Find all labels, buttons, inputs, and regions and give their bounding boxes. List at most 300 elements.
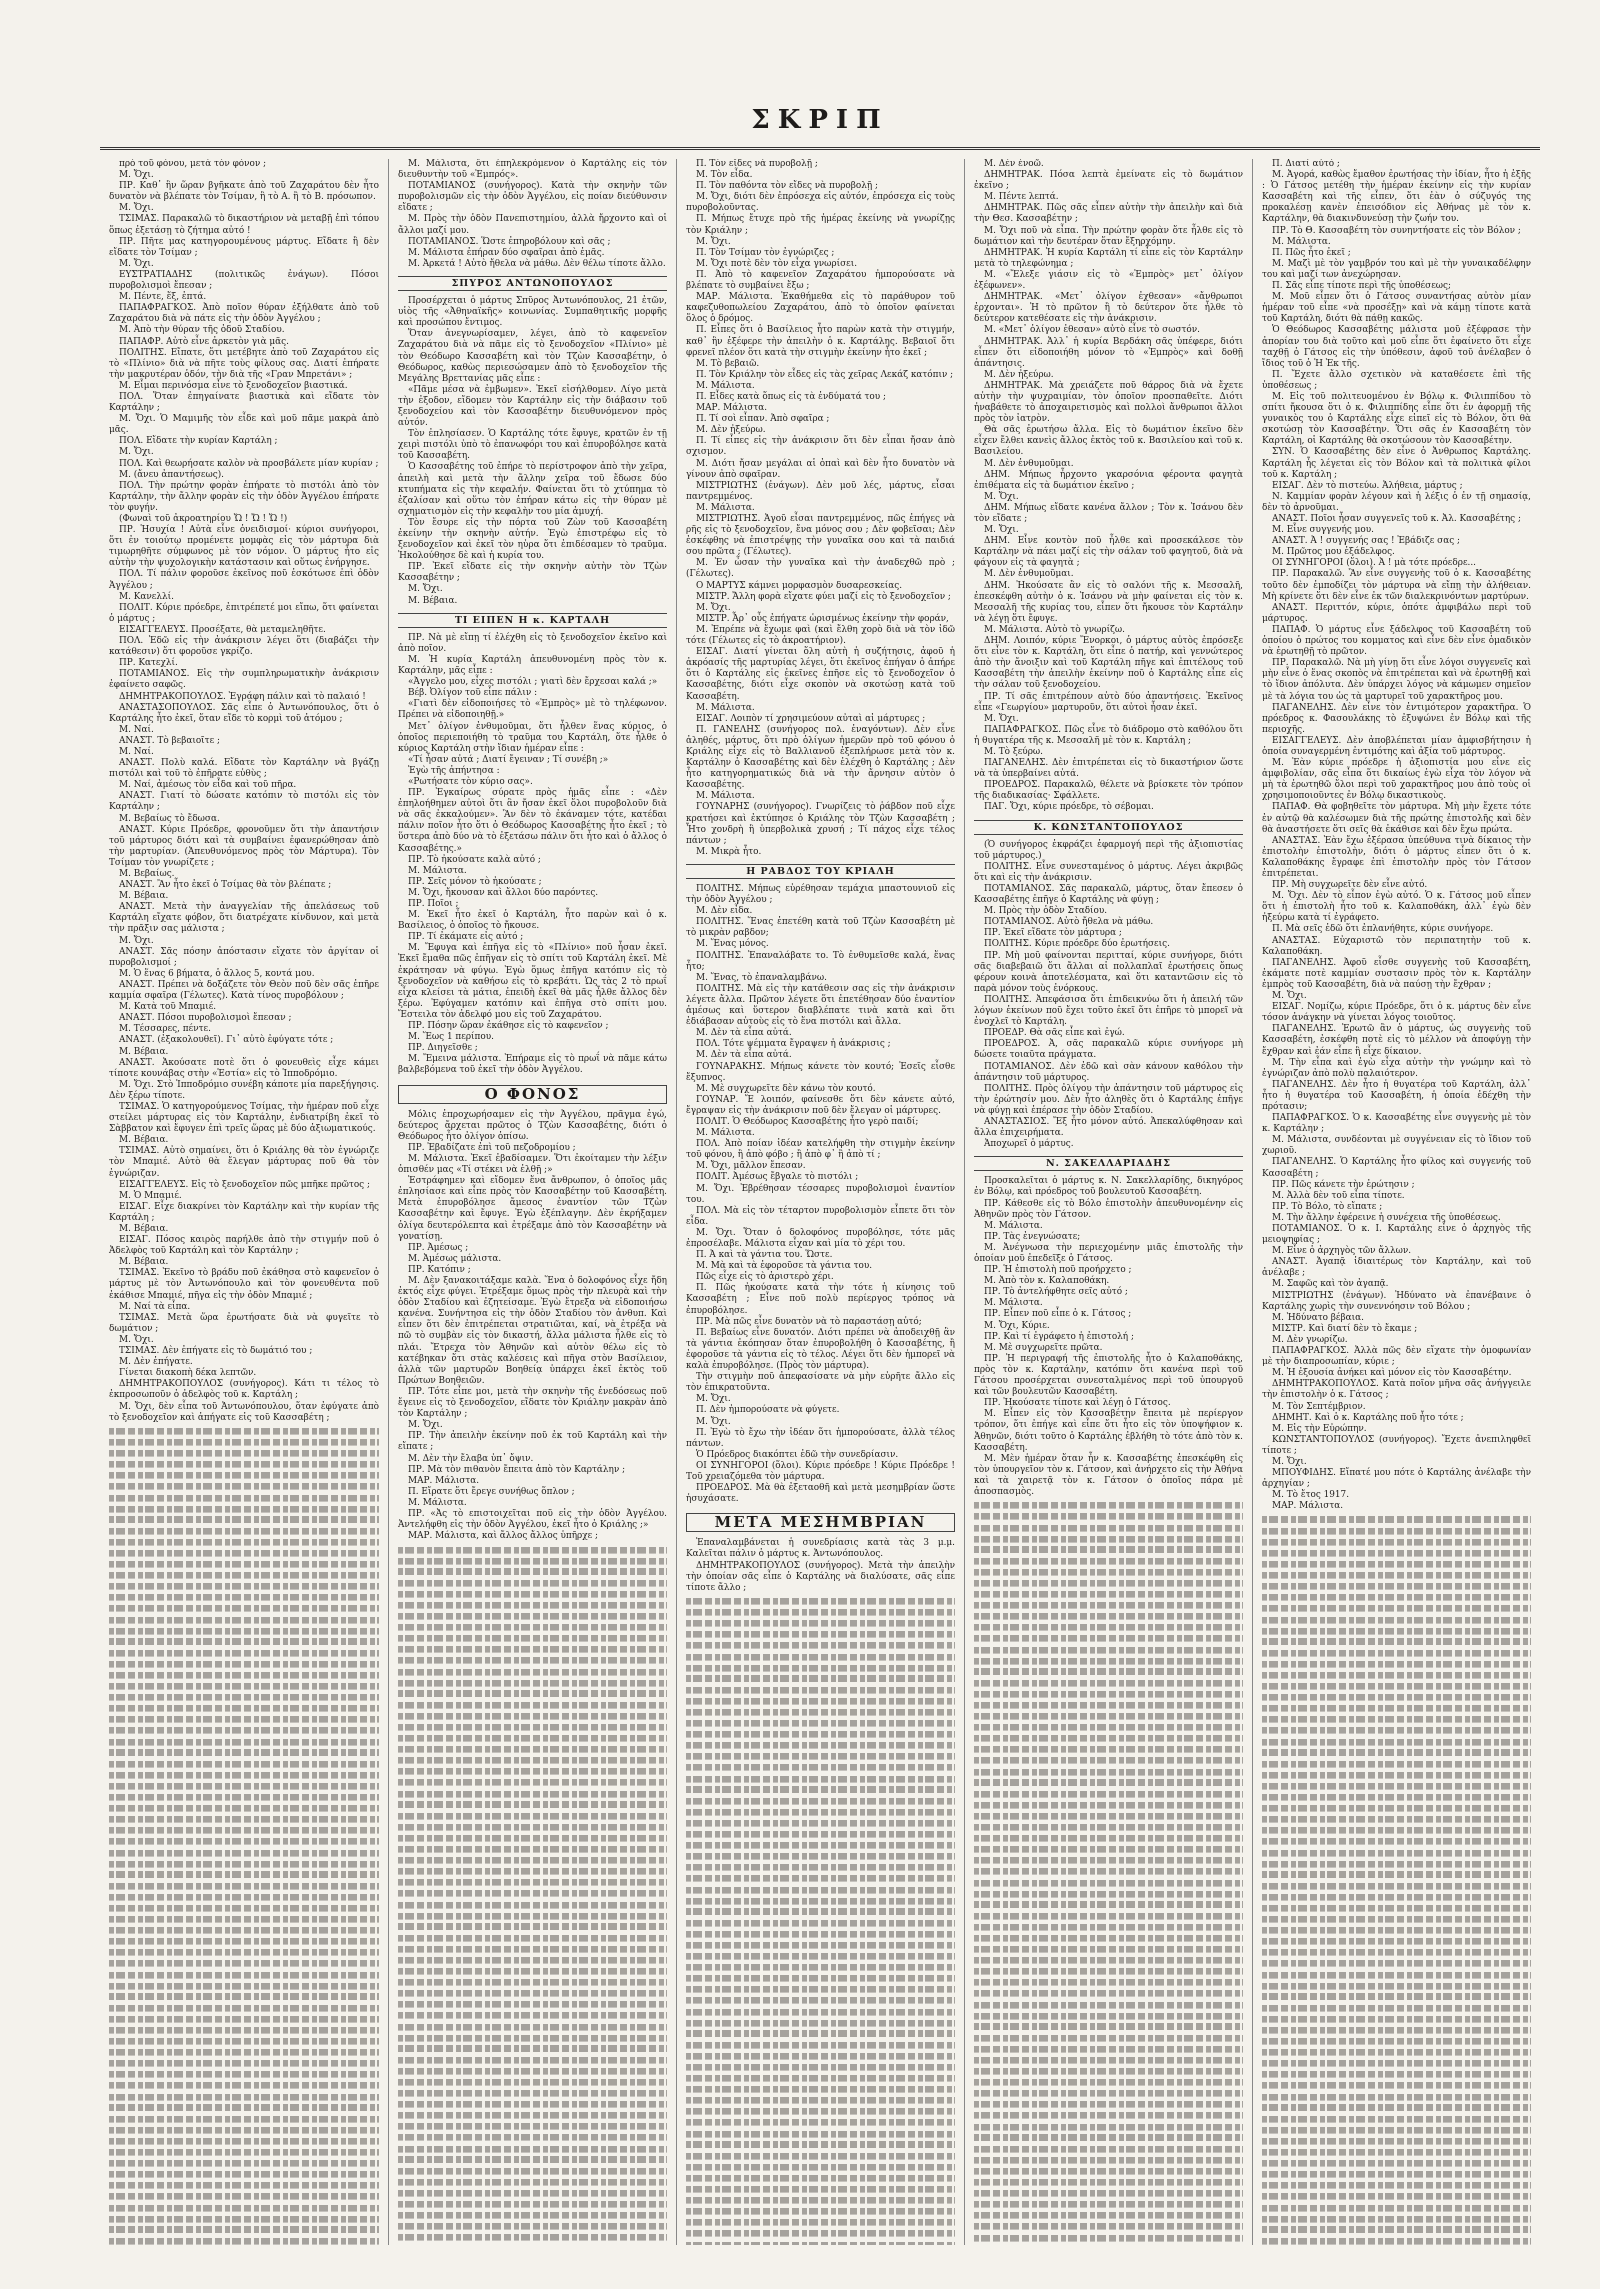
article-paragraph: Μ. Ὄχι. <box>696 1416 731 1427</box>
illegible-line <box>974 2155 1243 2166</box>
illegible-line <box>686 2040 955 2051</box>
article-paragraph: Μ. Ὄχι. <box>119 447 154 458</box>
illegible-line <box>398 2143 667 2154</box>
article-paragraph: Μ. Εἶπεν εἰς τὸν Κασσαβέτην ἔπειτα μὲ περίεργον τρόπον, ὅτι ἐπήγε καὶ εἶπε ὅτι ἦτο εἰς τὸν ὑποψήφιον κ. Ἀθηνῶν, διότι τοῦτο ὁ Καρτάλης ἐβλήθη τὸ τότε ἀπὸ τὸν κ. Κασσαβέτη. <box>974 1409 1243 1453</box>
illegible-line <box>686 1696 955 1707</box>
illegible-line <box>974 1766 1243 1777</box>
article-paragraph: Π. Σᾶς εἶπε τίποτε περὶ τῆς ὑποθέσεως; <box>1272 281 1451 292</box>
illegible-line <box>398 1777 667 1788</box>
article-paragraph: ΔΗΜΗΤΡΑΚΟΠΟΥΛΟΣ. Κατὰ ποῖον μῆνα σᾶς ἀνήγγειλε τὴν ἐπιστολὴν ὁ κ. Γάτσος ; <box>1262 1379 1531 1401</box>
illegible-line <box>1262 1869 1531 1880</box>
illegible-line <box>398 1888 667 1899</box>
illegible-line <box>1262 1526 1531 1537</box>
illegible-text-block <box>1262 1514 1531 2245</box>
article-paragraph: ΜΙΣΤΡ. Καὶ διατί δὲν τὸ ἔκαμε ; <box>1272 1323 1418 1334</box>
illegible-line <box>974 1522 1243 1533</box>
illegible-line <box>109 1481 379 1492</box>
illegible-line <box>1262 2191 1531 2202</box>
article-paragraph: (Ὁ συνήγορος ἐκφράζει ἐφαρμογή περὶ τῆς ἀξιοπιστίας τοῦ μάρτυρος.) <box>974 839 1243 861</box>
illegible-line <box>974 1500 1243 1511</box>
illegible-line <box>974 2110 1243 2121</box>
article-paragraph: Μ. Ὄχι. <box>119 203 154 214</box>
illegible-line <box>1262 2236 1531 2245</box>
column-1 <box>100 159 388 2245</box>
article-paragraph: ΠΡ. Τὸ Θ. Κασσαβέτη τὸν συνηντήσατε εἰς τὸν Βόλον ; <box>1272 225 1521 236</box>
article-paragraph: ΠΑΓΑΝΕΛΗΣ. Δὲν ἐπιτρέπεται εἰς τὸ δικαστήριον ὥστε νὰ τὰ ὑπερβαίνει αὐτά. <box>974 758 1243 780</box>
illegible-line <box>398 1611 667 1622</box>
article-paragraph: Μ. Ὄχι. <box>984 713 1019 724</box>
article-paragraph: ΓΟΥΝΑΡΗΣ (συνήγορος). Γνωρίζεις τὸ ῥάβδον ποῦ εἶχε κρατήσει καὶ ἐκτύπησε ὁ Κριάλης τὸν Τζὼν Κασσαβέτη ; Ἦτο χονδρὴ ἢ ὑπερβολικὰ χρυσή ; Τί πάχος εἶχε τέλος πάντων ; <box>686 802 955 846</box>
article-paragraph: Μ. Ὄχι. Στὸ Ἱπποδρόμιο συνέβη κάποτε μία παρεξήγησις. Δὲν ξέρω τίποτε. <box>109 1079 379 1101</box>
illegible-line <box>1262 2136 1531 2147</box>
illegible-line <box>974 1511 1243 1522</box>
article-paragraph: Μ. Σαφῶς καὶ τὸν ἀγαπᾷ. <box>1272 1279 1389 1290</box>
illegible-line <box>686 2162 955 2173</box>
illegible-line <box>1262 1991 1531 2002</box>
illegible-line <box>398 1822 667 1833</box>
article-paragraph: ΔΗΜ. Λοιπόν, κύριε Ἔνορκοι, ὁ μάρτυς αὐτὸς ἐπρόσεξε ὅτι εἶνε τὸν κ. Καρτάλη, ὅτι εἶπε ὁ πατήρ, καὶ γεννώτερος ἀπὸ τὴν ἄνοιξιν καὶ τοῦ Καρτάλη πῆγε καὶ ἐπιτέλους τοῦ Κασσαβέτη τὴν ἀπειλὴν ἐκείνην ποῦ ὁ Καρτάλης εἶπε εἰς τὴν σάλαν τοῦ ξενοδοχείου. <box>974 636 1243 691</box>
article-paragraph: ΠΡ. Καθ᾽ ἣν ὥραν βγῆκατε ἀπὸ τοῦ Ζαχαράτου δὲν ἦτο δυνατὸν νὰ βλέπατε τὸν Τσίμαν, ἢ τὸ Α. ἢ τὸ Β. πρόσωπον. <box>109 181 379 203</box>
illegible-line <box>974 2188 1243 2199</box>
illegible-line <box>686 1807 955 1818</box>
illegible-line <box>109 2003 379 2014</box>
article-paragraph: ΠΡ. «Ἀς τὸ επιστοιχεῖται ποῦ εἰς τὴν ὁδὸν Ἀγγέλου. Ἀντελήφθη εἰς τὴν ὁδὸν Ἀγγέλου, ἐκεῖ ἦτο ὁ Κριάλης ;» <box>398 1508 667 1531</box>
illegible-line <box>109 2202 379 2213</box>
article-paragraph: ΟΙ ΣΥΝΗΓΟΡΟΙ (ὅλοι). Κύριε πρόεδρε ! Κύριε Πρόεδρε ! Τοῦ χρειαζόμεθα τὸν μάρτυρα. <box>686 1460 955 1482</box>
article-paragraph: ΠΟΛ. Τί πάλιν φοροῦσε ἐκεῖνος ποῦ ἐσκότωσε ἐπὶ ὁδὸν Ἀγγέλου ; <box>109 569 379 591</box>
illegible-line <box>974 1911 1243 1922</box>
illegible-line <box>398 2099 667 2110</box>
illegible-line <box>398 1633 667 1644</box>
article-paragraph: ΑΝΑΣΤ. Ἂν ἦτο ἐκεῖ ὁ Τσίμας θὰ τὸν βλέπατε ; <box>119 880 332 891</box>
illegible-line <box>109 1814 379 1825</box>
illegible-line <box>686 2073 955 2084</box>
illegible-line <box>1262 1759 1531 1770</box>
article-paragraph: ΠΡ. Τὸ ἠκούσατε καλὰ αὐτό ; <box>408 854 541 865</box>
article-paragraph: ΠΟΛ. Καὶ θεωρήσατε καλὸν νὰ προσβάλετε μίαν κυρίαν ; <box>119 458 379 469</box>
article-paragraph: ΔΗΜΗΤΡΑΚ. Πόσα λεπτὰ ἐμείνατε εἰς τὸ δωμάτιον ἐκεῖνο ; <box>974 170 1243 192</box>
article-paragraph: ΠΡ. Τὰς ἐνεγνώσατε; <box>984 1231 1081 1242</box>
illegible-line <box>398 2032 667 2043</box>
article-paragraph: Μ. Δὲν ἐνθυμοῦμαι. <box>984 569 1074 580</box>
illegible-line <box>686 2106 955 2117</box>
illegible-line <box>974 1556 1243 1567</box>
illegible-line <box>1262 1847 1531 1858</box>
article-paragraph: Μ. Πρῶτος μου ἐξάδελφος. <box>1272 547 1395 558</box>
article-paragraph: ΓΟΥΝΑΡΑΚΗΣ. Μήπως κάνετε τὸν κουτό; Ἐσεῖς εἶσθε ἔξυπνος. <box>686 1061 955 1083</box>
article-paragraph: Μ. Ἐν ὦσαν τὴν γυναῖκα καὶ τὴν ἀναδεχθῶ πρὸ ; (Γέλωτες). <box>686 558 955 580</box>
article-paragraph: Μ. Ἀγορά, καθὼς ἔμαθον ἐρωτήσας τὴν ἰδίαν, ἦτο ἡ ἑξῆς : Ὁ Γάτσος μετέθη τὴν ἡμέραν ἐκείνην εἰς τὴν κυρίαν Κασσαβέτη καὶ τῆς εἶπεν, ὅτι ἐὰν ὁ σύζυγός της προκαλέσῃ κανὲν ἐπεισόδιον εἰς Ἀθήνας μὲ τὸν κ. Καρτάλην, θὰ διακινδυνεύσῃ τὴν ζωήν του. <box>1262 170 1531 225</box>
illegible-line <box>398 2088 667 2099</box>
article-paragraph: Γίνεται διακοπὴ δέκα λεπτῶν. <box>119 1368 257 1379</box>
illegible-line <box>109 2125 379 2136</box>
illegible-line <box>398 1566 667 1577</box>
column-4 <box>964 159 1252 2245</box>
illegible-line <box>398 1622 667 1633</box>
article-paragraph: Π. Βεβαίως εἶνε δυνατόν. Διότι πρέπει νὰ ἀποδειχθῇ ἂν τὰ γάντια ἐκόπησαν ὅταν ἐπυροβολήθη ὁ Κασσαβέτης, ἢ ἐφοροῦσε τὰ γάντια εἰς τὸ τέλος. Λέγει ὅτι δὲν ἠμπορεῖ νὰ καλὰ ἐπυροβόλησε. (Πρὸς τὸν μάρτυρα). <box>686 1327 955 1372</box>
article-paragraph: ΠΟΛ. Τότε ψέμματα ἔγραψεν ἡ ἀνάκρισις ; <box>696 1039 891 1050</box>
article-paragraph: ΑΝΑΣΤ. Τὸ βεβαιοῖτε ; <box>119 735 220 746</box>
illegible-line <box>398 1788 667 1799</box>
illegible-line <box>109 1492 379 1503</box>
article-paragraph: Μ. Πέντε λεπτά. <box>984 192 1059 203</box>
illegible-line <box>109 2236 379 2245</box>
article-paragraph: Μ. Ἀπὸ τὴν θύραν τῆς ὁδοῦ Σταδίου. <box>119 325 285 336</box>
illegible-line <box>686 1918 955 1929</box>
illegible-line <box>686 1740 955 1751</box>
article-paragraph: ΜΑΡ. Μάλιστα. Ἐκαθήμεθα εἰς τὸ παράθυρον τοῦ καφεζυθοπωλείου Ζαχαράτου, ἀπὸ τὸ ὁποῖον φαίνεται ὅλος ὁ δρόμος. <box>686 292 955 325</box>
illegible-line <box>1262 1670 1531 1681</box>
article-paragraph: ΠΑΓΑΝΕΛΗΣ. Δὲν ἦτο ἡ θυγατέρα τοῦ Καρτάλη, ἀλλ᾽ ἦτο ἡ θυγατέρα τοῦ Κασσαβέτη, ἡ ὁποία ἐδέχθη τὴν πρότασιν; <box>1262 1079 1531 1112</box>
article-paragraph: Προσέρχεται ὁ μάρτυς Σπῦρος Ἀντωνόπουλος, 21 ἐτῶν, υἱὸς τῆς «Ἀθηναϊκῆς» κοινωνίας. Συμπαθητικῆς μορφῆς καὶ προσώπου ἔντιμος. <box>398 296 667 329</box>
article-paragraph: Π. Τί σοὶ εἶπαν. Ἀπὸ σφαῖρα ; <box>696 414 830 425</box>
illegible-line <box>398 1833 667 1844</box>
article-paragraph: ΕΙΣΑΓΓΕΛΕΥΣ. Δὲν ἀποβλέπεται μίαν ἀμφισβήτησιν ἡ ὁποία συναγερμένη ἐντιμότης καὶ ἀξία τοῦ μάρτυρος. <box>1262 735 1531 757</box>
illegible-line <box>398 2066 667 2077</box>
article-paragraph: Μ. Ναί, ἀμέσως τὸν εἶδα καὶ τοῦ πῆρα. <box>119 780 297 791</box>
article-paragraph: Π. Μὰ σεῖς ἐδῶ ὅτι ἐπλανήθητε, κύριε συνήγορε. <box>1272 924 1494 935</box>
illegible-line <box>686 2184 955 2195</box>
illegible-line <box>1262 1925 1531 1936</box>
illegible-line <box>974 1811 1243 1822</box>
article-paragraph: Μ. Ναί. <box>119 746 154 757</box>
illegible-line <box>1262 1592 1531 1603</box>
article-paragraph: Μ. Βεβαίως τὸ ἔδωσα. <box>119 813 220 824</box>
illegible-line <box>398 1688 667 1699</box>
article-paragraph: ΠΟΤΑΜΙΑΝΟΣ. Δὲν ἐδῶ καὶ σὰν κάνουν καθόλου τὴν ἀπάντησιν τοῦ μάρτυρος. <box>974 1061 1243 1083</box>
illegible-line <box>1262 1725 1531 1736</box>
article-paragraph: ΔΗΜΗΤΡΑΚ. Ἀλλ᾽ ἡ κυρία Βερδάκη σᾶς ὑπέφερε, διότι εἶπεν ὅτι εἰδοποιήθη μόνον τὸ «Ἐμπρὸς» καὶ δοθῇ ἀπάντησις. <box>974 336 1243 369</box>
illegible-line <box>109 2047 379 2058</box>
article-paragraph: ΑΝΑΣΤ. Πρέπει νὰ δοξάζετε τὸν Θεὸν ποῦ δὲν σᾶς ἐπῆρε καμμία σφαῖρα (Γέλωτες). Κατὰ τίνος πυροβόλουν ; <box>109 979 379 1002</box>
illegible-line <box>109 2069 379 2080</box>
article-paragraph: Μ. Δὲν γνωρίζω. <box>1272 1334 1348 1345</box>
article-paragraph: Μ. Πρὸς τὴν ὁδὸν Πανεπιστημίου, ἀλλὰ ἤρχοντο καὶ οἱ ἄλλοι μαζί μου. <box>398 214 667 236</box>
illegible-line <box>686 1673 955 1684</box>
illegible-line <box>686 1973 955 1984</box>
article-paragraph: ΠΡΟΕΔΡ. Θὰ σᾶς εἶπε καὶ ἐγώ. <box>984 1028 1125 1039</box>
illegible-line <box>686 1784 955 1795</box>
illegible-line <box>974 2066 1243 2077</box>
article-paragraph: Π. Πῶς ἠκούσατε κατὰ τὴν τότε ἡ κίνησις τοῦ Κασσαβέτη ; Εἶνε ποῦ πολὺ περίεργος τρόπος νὰ ἐπυροβόλησε. <box>686 1283 955 1316</box>
article-paragraph: ΠΟΛ. Εἴδατε τὴν κυρίαν Καρτάλη ; <box>119 436 278 447</box>
article-paragraph: Μ. Μάλιστα ἐπήραν δύο σφαῖραι ἀπὸ ἐμᾶς. <box>408 247 605 258</box>
illegible-line <box>686 1895 955 1906</box>
illegible-line <box>109 1792 379 1803</box>
article-paragraph: Μ. Κατὰ τοῦ Μπαμιέ. <box>119 1002 217 1013</box>
illegible-line <box>686 1906 955 1917</box>
article-paragraph: ΑΝΑΣΤ. (ἐξακολουθεῖ). Γι᾽ αὐτὸ ἐφύγατε τότε ; <box>119 1035 334 1046</box>
illegible-line <box>398 1977 667 1988</box>
article-paragraph: ΠΟΛΙΤΗΣ. Εἴπατε, ὅτι μετέβητε ἀπὸ τοῦ Ζαχαράτου εἰς τὸ «Πλίνιο» διὰ νὰ πῆτε τοὺς φίλους σας. Διατί ἐπήρατε τὴν μακρυτέραν ὁδόν, τὴν διὰ τῆς «Γραν Μπρετάνι» ; <box>109 347 379 380</box>
article-paragraph: ΠΡ. Ἐβαδίζατε ἐπὶ τοῦ πεζοδρομίου ; <box>408 1142 576 1153</box>
illegible-line <box>109 1958 379 1969</box>
article-paragraph: ΠΡ. Νὰ μὲ εἴπῃ τί ἐλέχθη εἰς τὸ ξενοδοχεῖον ἐκεῖνο καὶ ἀπὸ ποῖον. <box>398 632 667 654</box>
article-paragraph: Τὴν στιγμὴν ποῦ ἀπεφασίσατε νὰ μὴν εὑρῆτε ἄλλο εἰς τὸν ἐπικρατοῦντα. <box>686 1372 955 1394</box>
article-paragraph: ΑΝΑΣΤ. Ποῖοι ἦσαν συγγενεῖς τοῦ κ. Ἀλ. Κασσαβέτης ; <box>1272 514 1521 524</box>
article-paragraph: Μ. Εἶνε συγγενής μου. <box>1272 525 1374 536</box>
illegible-line <box>109 1625 379 1636</box>
article-paragraph: ΔΗΜ. Ἠκούσατε ἂν εἰς τὸ σαλόνι τῆς κ. Μεσσαλῆ, ἐπεσκέφθη αὐτὴν ὁ κ. Ἰσάνου νὰ μὴν φαίνεται εἰς τὸν κ. Μεσσαλῆ τῆς κυρίας του, εἶπεν ὅτι ἤκουσε τὸν Καρτάλην νὰ λέγῃ ὅτι ἔφυγε. <box>974 580 1243 624</box>
article-paragraph: Μ. Μὲν ἡμέραν ὅταν ἦν κ. Κασσαβέτης ἐπεσκέφθη εἰς τὸν ὑπουργεῖον τὸν κ. Γάτσον, καὶ ἀνήρχετο εἰς τὴν Ἀθήνα καὶ τὰ χαιρετᾷ τὸν κ. Γάτσον ὁ ὁποῖος πάρα μὲ ἀποσπασμὸς. <box>974 1453 1243 1497</box>
illegible-line <box>398 2110 667 2121</box>
article-paragraph: ΕΙΣΑΓ. Δὲν τὸ πιστεύω. Ἀλήθεια, μάρτυς ; <box>1272 480 1463 491</box>
article-paragraph: Μ. Ὄχι. <box>1272 1456 1307 1467</box>
illegible-line <box>686 1762 955 1773</box>
article-paragraph: Μ. Ὁ ἕνας 6 βήματα, ὁ ἄλλος 5, κοντά μου. <box>119 968 315 979</box>
article-paragraph: Μ. Ὄχι. <box>119 935 154 946</box>
illegible-line <box>1262 1914 1531 1925</box>
illegible-line <box>109 1581 379 1592</box>
article-paragraph: ΠΡ. Ποῖοι ; <box>408 899 459 909</box>
illegible-line <box>398 1733 667 1744</box>
article-paragraph: ΕΙΣΑΓ. Εἶχε διακρίνει τὸν Καρτάλην καὶ τὴν κυρίαν τῆς Καρτάλη ; <box>109 1201 379 1223</box>
article-paragraph: ΑΝΑΣΤ. Πολὺ καλά. Εἴδατε τὸν Καρτάλην νὰ βγάζῃ πιστόλι καὶ τοῦ τὸ ἐπῆρατε εὐθὺς ; <box>109 758 379 780</box>
article-paragraph: «Ρωτήσατε τὸν κύριο σας». <box>408 776 533 787</box>
illegible-line <box>109 1448 379 1459</box>
illegible-line <box>974 1755 1243 1766</box>
illegible-line <box>109 1603 379 1614</box>
illegible-line <box>1262 2224 1531 2235</box>
illegible-line <box>1262 1980 1531 1991</box>
article-paragraph: ΔΗΜΗΤΡΑΚ. Ἡ κυρία Καρτάλη τί εἶπε εἰς τὸν Καρτάλην μετὰ τὸ τηλεφώνημα ; <box>974 247 1243 269</box>
article-paragraph: Π. Ἀ καὶ τὰ γάντια του. Ὥστε. <box>696 1250 833 1261</box>
illegible-line <box>686 1773 955 1784</box>
illegible-line <box>974 1800 1243 1811</box>
article-paragraph: ΑΝΑΣΤΑΣΟΠΟΥΛΟΣ. Σᾶς εἶπε ὁ Ἀντωνόπουλος, ὅτι ὁ Καρτάλης ἦτο ἐκεῖ, ὅταν εἴδε τὸ κορμὶ τοῦ ἀτόμου ; <box>109 702 379 724</box>
article-paragraph: Π. Μήπως ἔτυχε πρὸ τῆς ἡμέρας ἐκείνης νὰ γνωρίζῃς τὸν Κριάλην ; <box>686 214 955 236</box>
article-paragraph: Π. ΓΑΝΕΛΗΣ (συνήγορος πολ. ἐναγόντων). Δὲν εἶνε ἀληθές, μάρτυς, ὅτι πρὸ ὀλίγων ἡμερῶν πρὸ τοῦ φόνου ὁ Κριάλης εἶχε εἰς τὸ Βαλλιανοῦ ἐξεπλήρωσε μετὰ τὸν κ. Καρτάλην ὁ Κασσαβέτης καὶ δὲν ἐλέχθη ὁ Καρτάλης ; Δὲν ἦτο κατηγορηματικώς διὰ νὰ τὴν ἄρνησιν αὐτὸν ὁ Κασσαβέτης. <box>686 724 955 791</box>
illegible-line <box>1262 2025 1531 2036</box>
illegible-line <box>974 2144 1243 2155</box>
column-2 <box>388 159 676 2245</box>
illegible-line <box>974 1777 1243 1788</box>
illegible-text-block <box>398 1544 667 2245</box>
illegible-line <box>1262 1636 1531 1647</box>
illegible-line <box>1262 1736 1531 1747</box>
article-paragraph: Π. Ἀπὸ τὸ καφενεῖον Ζαχαράτου ἠμπορούσατε νὰ βλέπατε τὸ συμβαίνει ἔξω ; <box>686 269 955 292</box>
illegible-line <box>974 2055 1243 2066</box>
article-paragraph: ΤΣΙΜΑΣ. Μετὰ ὥρα ἐρωτήσατε διὰ νὰ φυγεῖτε τὸ δωμάτιον ; <box>109 1312 379 1334</box>
illegible-line <box>398 1677 667 1688</box>
illegible-line <box>398 1933 667 1944</box>
illegible-line <box>974 2033 1243 2044</box>
illegible-line <box>398 2055 667 2066</box>
article-paragraph: Π. Πῶς ἦτο ἐκεῖ ; <box>1272 247 1351 258</box>
article-paragraph: ΜΙΣΤΡΙΩΤΗΣ. Ἀγοῦ εἶσαι παντρεμμένος, πῶς ἐπήγες νὰ ρῆς εἰς τὸ ξενοδοχεῖον, ἔνα μόνος σου ; Δὲν φοβεῖσαι; Δὲν ἐσκέφθης νὰ ἐπιστρέψῃς τὴν γυναῖκα σου καὶ τὰ παιδιά σου πρῶτα ; (Γέλωτες). <box>686 514 955 558</box>
illegible-line <box>398 1966 667 1977</box>
article-paragraph: ΠΡ. Διηγεῖσθε ; <box>408 1043 478 1054</box>
article-paragraph: ΤΣΙΜΑΣ. Ἐκεῖνο τὸ βράδυ ποῦ ἐκάθησα στὸ καφενεῖον ὁ μάρτυς μὲ τὸν Ἀντωνόπουλο καὶ τὸν φονευθέντα ποῦ ἐκάθισε Μπαμιέ, πῆγα εἰς τὴν ὁδὸν Μπαμιέ ; <box>109 1268 379 1301</box>
illegible-line <box>686 1729 955 1740</box>
article-paragraph: Μ. Ὄχι, μᾶλλον ἔπεσαν. <box>696 1161 806 1172</box>
illegible-line <box>686 1685 955 1696</box>
illegible-line <box>686 2084 955 2095</box>
article-paragraph: Μ. Ὄχι, διότι δὲν ἐπρόσεχα εἰς αὐτόν, ἐπρόσεχα εἰς τοὺς πυροβολοῦντας. <box>686 192 955 214</box>
illegible-line <box>398 1755 667 1766</box>
article-paragraph: ΠΟΛΙΤΗΣ. Κύριε πρόεδρε δύο ἐρωτήσεις. <box>984 939 1170 950</box>
illegible-line <box>686 2028 955 2039</box>
article-paragraph: Μ. Τὸν Σεπτέμβριον. <box>1272 1401 1366 1412</box>
illegible-line <box>109 2080 379 2091</box>
illegible-line <box>974 1922 1243 1933</box>
illegible-line <box>109 2136 379 2147</box>
article-paragraph: Μ. Τὸ βεβαιῶ. <box>696 358 760 369</box>
article-paragraph: ΠΡ. Πῆτε μας κατηγορουμένους μάρτυς. Εἴδατε ἢ δὲν εἴδατε τὸν Τσίμαν ; <box>109 236 379 258</box>
article-paragraph: ΔΗΜ. Μήπως ἦρχοντο γκαρσόνια φέροντα φαγητὰ ἐπιθέματα εἰς τὰ δωμάτιον ἐκεῖνο ; <box>974 469 1243 491</box>
illegible-line <box>974 2177 1243 2188</box>
article-paragraph: ΠΡΟΕΔΡΟΣ. Παρακαλῶ, θέλετε νὰ βρίσκετε τὸν τρόπον τῆς διαδικασίας· Σφάλλετε. <box>974 780 1243 802</box>
section-heading: Ν. ΣΑΚΕΛΛΑΡΙΑΔΗΣ <box>974 1156 1243 1171</box>
article-paragraph: Μ. Ὄχι. <box>408 1420 443 1431</box>
illegible-line <box>1262 1625 1531 1636</box>
illegible-line <box>398 1666 667 1677</box>
illegible-line <box>109 1503 379 1514</box>
illegible-line <box>1262 1803 1531 1814</box>
illegible-line <box>398 1855 667 1866</box>
article-paragraph: Μ. Ὄχι. Ὁ Μαμιμῆς τὸν εἶδε καὶ μοῦ πᾶμε μακρὰ ἀπὸ μᾶς. <box>109 414 379 436</box>
illegible-line <box>1262 1537 1531 1548</box>
article-paragraph: ΜΙΣΤΡ. Ἄλλη φορὰ εἴχατε φύει μαζί εἰς τὸ ξενοδοχεῖον ; <box>696 591 951 602</box>
illegible-line <box>974 2099 1243 2110</box>
illegible-line <box>1262 2180 1531 2191</box>
article-paragraph: Μ. Ἠδύνατο βέβαια. <box>1272 1312 1364 1323</box>
illegible-line <box>398 1578 667 1589</box>
article-paragraph: ΠΡΟΕΔΡΟΣ. Μὰ θὰ ἐξεταοθῆ καὶ μετὰ μεσημβρίαν ὥστε ἡσυχάσατε. <box>686 1483 955 1505</box>
article-paragraph: (Φωναὶ τοῦ ἀκροατηρίου Ὤ ! Ὤ ! Ὤ !) <box>119 514 288 524</box>
article-paragraph: Μ. Ἡ ἐξουσία ἀνήκει καὶ μόνον εἰς τὸν Κασσαβέτην. <box>1272 1368 1512 1379</box>
illegible-line <box>398 1711 667 1722</box>
article-paragraph: Μόλις ἐπροχωρήσαμεν εἰς τὴν Ἀγγέλου, πρᾶγμα ἐγώ, δεύτερος ἄρχεται πρῶτος ὁ Τζὼν Κασσαβέτης, διότι ὁ Θεόδωρος ἦτο ὀλίγον ὀπίσω. <box>398 1109 667 1142</box>
article-paragraph: Μ. Ἐὰν κύριε πρόεδρε ἡ ἀξιοπιστία μου εἶνε εἰς ἀμφιβολίαν, σᾶς εἶπα ὅτι δικαίως ἐγὼ εἶχα τὸν λόγον νὰ μὴ τὰ ἐρωτηθῶ ὅλοι περὶ τοῦ χαρακτῆρος μου ἀπὸ τοὺς οἱ χρησιμοποιοῦντες ἐν Βόλῳ δικαστικοὺς. <box>1262 758 1531 802</box>
illegible-line <box>1262 1858 1531 1869</box>
article-paragraph: Μ. Τὸν εἶδα. <box>696 170 753 181</box>
article-paragraph: ΠΑΠΑΦΡΑΓΚΟΣ. Ἀλλὰ πῶς δὲν εἴχατε τὴν ὁμοφωνίαν μὲ τὴν διαπροσωπίαν, κύριε ; <box>1262 1346 1531 1368</box>
article-paragraph: Μ. Μάλιστα. <box>696 380 755 391</box>
illegible-line <box>109 1781 379 1792</box>
illegible-line <box>686 1718 955 1729</box>
article-paragraph: ΔΗΜ. Εἶνε κοντὸν ποῦ ἦλθε καὶ προσεκάλεσε τὸν Καρτάλην νὰ πάει μαζί εἰς τὴν σάλαν τοῦ φαγητοῦ, διὰ νὰ φάγουν εἰς τὰ φαγητὰ ; <box>974 536 1243 569</box>
article-paragraph: ΕΙΣΑΓΓΕΛΕΥΣ. Εἰς τὸ ξενοδοχεῖον πῶς μπῆκε πρῶτος ; <box>119 1179 370 1190</box>
article-paragraph: Μ. Ὄχι. <box>408 584 443 595</box>
illegible-line <box>686 1840 955 1851</box>
illegible-line <box>974 1822 1243 1833</box>
illegible-line <box>1262 1603 1531 1614</box>
illegible-line <box>109 2036 379 2047</box>
illegible-line <box>109 1470 379 1481</box>
illegible-line <box>974 2243 1243 2245</box>
article-paragraph: ΠΟΤΑΜΙΑΝΟΣ. Εἰς τὴν συμπληρωματικὴν ἀνάκρισιν ἐφαίνετο σαφῶς. <box>109 669 379 691</box>
article-paragraph: Μ. Βέβαια. <box>119 1224 169 1234</box>
article-paragraph: ΕΥΣΤΡΑΤΙΑΔΗΣ (πολιτικῶς ἐνάγων). Πόσοι πυροβολισμοὶ ἔπεσαν ; <box>109 269 379 292</box>
article-paragraph: ΠΟΛΙΤΗΣ. Πρὸς ὀλίγου τὴν ἀπάντησιν τοῦ μάρτυρος εἰς τὴν ἐρώτησίν μου. Δὲν ἦτο ἀληθὲς ὅτι ὁ Καρτάλης ἐπῆγε νὰ φύγῃ καὶ ἐπέρασε τὴν ὁδὸν Σταδίου. <box>974 1083 1243 1116</box>
article-paragraph: Τὸν ἐπλησίασεν. Ὁ Καρτάλης τότε ἔφυγε, κρατῶν ἐν τῇ χειρὶ πιστόλι ὑπὸ τὸ ἐπανωφόρι του καὶ ἐπυροβόλησε κατὰ τοῦ Κασσαβέτη. <box>398 429 667 462</box>
article-paragraph: Μ. Μάλιστα. Ἐκεῖ ἐβαδίσαμεν. Ὅτι ἐκοίταμεν τὴν λέξιν ὀπισθέν μας «Τί στέκει νὰ ἐλθῇ ;» <box>398 1153 667 1176</box>
illegible-line <box>1262 1958 1531 1969</box>
illegible-line <box>686 2217 955 2228</box>
article-paragraph: Π. Τὸν Κριάλην τὸν εἶδες εἰς τὰς χεῖρας Λεκάζ κατόπιν ; <box>696 369 954 380</box>
article-paragraph: ΑΝΑΣΤ. Πόσοι πυροβολισμοὶ ἔπεσαν ; <box>119 1013 292 1024</box>
illegible-line <box>974 1689 1243 1700</box>
illegible-line <box>974 2010 1243 2021</box>
illegible-line <box>1262 1570 1531 1581</box>
illegible-line <box>686 1873 955 1884</box>
article-paragraph: Μ. Μάλιστα. <box>984 1220 1043 1231</box>
article-paragraph: ΜΠΟΥΦΙΔΗΣ. Εἴπατέ μου πότε ὁ Καρτάλης ἀνέλαβε τὴν ἀρχηγίαν ; <box>1262 1468 1531 1490</box>
article-paragraph: ΣΥΝ. Ὁ Κασσαβέτης δὲν εἶνε ὁ Ἀνθρωπος Καρτάλης. Καρτάλη ἧς λέγεται εἰς τὸν Βόλον καὶ τὰ πολιτικὰ φίλοι τοῦ κ. Καρτάλη ; <box>1262 447 1531 480</box>
article-paragraph: ΠΟΛΙΤΗΣ. Μὰ εἰς τὴν κατάθεσιν σας εἰς τὴν ἀνάκρισιν λέγετε ἄλλα. Πρῶτον λέγετε ὅτι ἐπετέθησαν δύο ἐναντίον ἀμέσως καὶ ὕστερον διαβλέπατε τινὰ κατὰ καὶ ὅτι ἐδιάβασαν αὐτοὺς εἰς τὸ ἕνα πιστόλι καὶ ἄλλα. <box>686 983 955 1028</box>
illegible-line <box>109 1592 379 1603</box>
article-paragraph: ΠΟΛΙΤΗΣ. Ἐπαναλάβατε το. Τὸ ἐνθυμεῖσθε καλά, ἕνας ἦτο; <box>686 950 955 972</box>
illegible-line <box>398 2199 667 2210</box>
article-paragraph: ΠΟΛ. Μὰ εἰς τὸν τέταρτον πυροβολισμὸν εἶπετε ὅτι τὸν εἶδα. <box>686 1205 955 1227</box>
illegible-line <box>398 2177 667 2188</box>
illegible-line <box>109 1969 379 1980</box>
article-paragraph: ΔΗΜΗΤΡΑΚ. «Μετ᾽ ὀλίγον ἐχθεσαν» «ἄνθρωποι ἐρχονται». Ἡ τὸ πρῶτον ἢ τὸ δεύτερον ὅτε ἦλθε τὸ δεύτερον κατεθέσατε εἰς τὴν ἀνάκρισιν. <box>974 292 1243 325</box>
article-paragraph: Μ. Δὲν ἐνθυμοῦμαι. <box>984 458 1074 469</box>
illegible-text-block <box>974 1500 1243 2245</box>
article-paragraph: ΑΝΑΣΤ. Περιττόν, κύριε, ὁπότε ἀμφιβάλω περὶ τοῦ μάρτυρος. <box>1262 602 1531 624</box>
article-paragraph: Μ. Δὲν τὰ εἶπα αὐτά. <box>696 1028 792 1039</box>
illegible-line <box>109 1869 379 1880</box>
article-paragraph: ΠΡ. Εἶπεν ποῦ εἶπε ὁ κ. Γάτσος ; <box>984 1309 1132 1320</box>
illegible-line <box>398 1644 667 1655</box>
article-paragraph: Μ. Μάλιστα. <box>696 791 755 802</box>
illegible-line <box>109 1714 379 1725</box>
article-paragraph: ΠΡ. Τί σᾶς ἐπιτρέπουν αὐτὸ δύο ἀπαντήσεις. Ἐκεῖνος εἶπε «Γεωργίου» μαρτυροῦν, ὅτι αὐτοὶ ἦσαν ἐκεῖ. <box>974 691 1243 713</box>
article-paragraph: Τὸν ἔσυρε εἰς τὴν πόρτα τοῦ Ζὼν τοῦ Κασσαβέτη ἐκείνην τὴν σκηνὴν αὐτήν. Ἐγὼ ἐπιστρέφω εἰς τὸ ξενοδοχεῖον καὶ ἐκεῖ τὸν ηὑρα ὅτι ἐπιδέσαμεν τὸ τραῦμα. Ἠκολούθησε δὲ καὶ ἡ κυρία του. <box>398 517 667 562</box>
illegible-line <box>974 1578 1243 1589</box>
illegible-line <box>686 2239 955 2245</box>
article-paragraph: Μ. Εἰς τοῦ πολιτευομένου ἐν Βόλῳ κ. Φιλιππίδου τὸ σπίτι ἤκουσα ὅτι ὁ κ. Φιλιππίδης εἶπε ὅτι ἐν ἀφορμῇ τῆς γυναικὸς του ὁ Καρτάλης εἶχε εἰπεῖ εἰς τὸ Βόλον, ὅτι θὰ σκοτώσῃ τὸν Κασσαβέτην. Ὅτι σᾶς ἐν Κασσαβέτη τὸν Καρτάλη, οἱ Καρτάλης θὰ σκοτώσουν τὸν Κασσαβέτην. <box>1262 391 1531 447</box>
article-paragraph: ΔΗΜ. Μήπως εἴδατε κανένα ἄλλον ; Τὸν κ. Ἰσάνου δὲν τὸν εἴδατε ; <box>974 502 1243 524</box>
illegible-line <box>398 1921 667 1932</box>
article-paragraph: Π. Τὸν παθόντα τὸν εἴδες νὰ πυροβολῇ ; <box>696 181 878 192</box>
illegible-line <box>686 1607 955 1618</box>
article-paragraph: Μ. Μαζὶ μὲ τὸν γαμβρόν του καὶ μὲ τὴν γυναικαδέλφην του καὶ μαζί των ἀνεχώρησαν. <box>1262 258 1531 280</box>
illegible-line <box>109 1759 379 1770</box>
illegible-line <box>1262 1892 1531 1903</box>
article-paragraph: Μ. Μάλιστα. <box>696 702 755 713</box>
illegible-line <box>974 2021 1243 2032</box>
article-paragraph: ΠΡ. Ἠκούσατε τίποτε καὶ λέγῃ ὁ Γάτσος. <box>984 1398 1171 1409</box>
article-paragraph: Μ. Ὄχι. <box>696 236 731 247</box>
illegible-line <box>974 1899 1243 1910</box>
illegible-line <box>109 1881 379 1892</box>
article-paragraph: ΤΣΙΜΑΣ. Ὁ κατηγορούμενος Τσίμας, τὴν ἡμέραν ποῦ εἶχε στείλει μάρτυρας εἰς τὸν Καρτάλην, ἐνδιατρίβη ἐκεῖ τὸ Σὰββατον καὶ ἔφυγεν ἐπὶ τρεῖς ὥρας μὲ δύο ἀξιωματικούς. <box>109 1101 379 1135</box>
illegible-line <box>686 1929 955 1940</box>
illegible-line <box>1262 1792 1531 1803</box>
illegible-line <box>686 2017 955 2028</box>
article-paragraph: Μ. Βεβαίως. <box>119 869 175 879</box>
article-paragraph: Μ. Δὲν ἠξεύρω. <box>984 369 1054 380</box>
article-paragraph: πρὸ τοῦ φόνου, μετὰ τὸν φόνον ; <box>119 159 267 169</box>
article-paragraph: ΑΝΑΣΤ. Ἀ ! συγγενής σας ! Ἐβάδιζε σας ; <box>1272 536 1461 547</box>
illegible-line <box>974 1711 1243 1722</box>
article-paragraph: ΠΟΛΙΤΗΣ. Ἕνας ἐπετέθη κατὰ τοῦ Τζὼν Κασσαβέτη μὲ τὸ μικρὰν ραβδον; <box>686 917 955 939</box>
article-paragraph: ΠΡ. Ἐγκαίρως σύρατε πρὸς ἡμᾶς εἶπε : «Δὲν ἐπηλοήθημεν αὐτοὶ ὅτι ἂν ἤσαν ἐκεῖ ὅλοι πυροβολοῦν διὰ νὰ σᾶς ἐκκαλούμεν». Ἂν δὲν τὸ ἐκάναμεν τότε, κατέδαι πάλιν ποῖον ἦτο ὅτι ὁ Θεόδωρος Κασσαβέτης ἦτο ἐκεῖ ; τὸ ὕστερα ἀπὸ δύο νὰ τὸ ἐξετάσω πάλιν ὅτι ἦτο καὶ ὁ ἄλλος ὁ Κασσαβέτης.» <box>398 788 667 854</box>
article-paragraph: Μ. Ἔφυγα καὶ ἐπῆγα εἰς τὸ «Πλίνιο» ποῦ ἦσαν ἐκεῖ. Ἐκεῖ ἔμαθα πῶς ἐπῆγαν εἰς τὸ σπίτι τοῦ Καρτάλη ἐκεῖ. Μὲ ἐκράτησαν νὰ φύγω. Ἐγὼ ὅμως ἐπῆγα κατόπιν εἰς τὸ ξενοδοχεῖον νὰ καθήσω εἰς τὸ κρεβάτι. Ὡς τὰς 2 τὸ πρωΐ εἶχα κλείσει τὰ μάτια, ἐπειδὴ ἐκεῖ θὰ μᾶς ἦλθε ἄλλος δὲν ξέρω. Ἐφύγαμεν κατόπιν καὶ ἐπῆγα στὸ σπίτι μου. Ἔστειλα τὸν ἀδελφό μου εἰς τοῦ Ζαχαράτου. <box>398 943 667 1020</box>
illegible-line <box>974 1733 1243 1744</box>
illegible-line <box>1262 1770 1531 1781</box>
article-paragraph: ΑΝΑΣΤ. Μετὰ τὴν ἀναγγελίαν τῆς ἀπελάσεως τοῦ Καρτάλη εἴχατε φόβον, ὅτι διατρέχατε κίνδυνον, καὶ μετὰ τὴν πρᾶξιν σας μάλιστα ; <box>109 902 379 935</box>
illegible-line <box>398 2154 667 2165</box>
illegible-line <box>686 1618 955 1629</box>
illegible-line <box>686 2128 955 2139</box>
article-paragraph: Μ. Ναί τὰ εἶπα. <box>119 1301 191 1312</box>
illegible-line <box>686 2051 955 2062</box>
article-paragraph: Ν. Καμμίαν φορὰν λέγουν καὶ ἡ λέξις ὁ ἐν τῇ σημασίᾳ, δὲν τὸ ἀρνοῦμαι. <box>1262 491 1531 513</box>
